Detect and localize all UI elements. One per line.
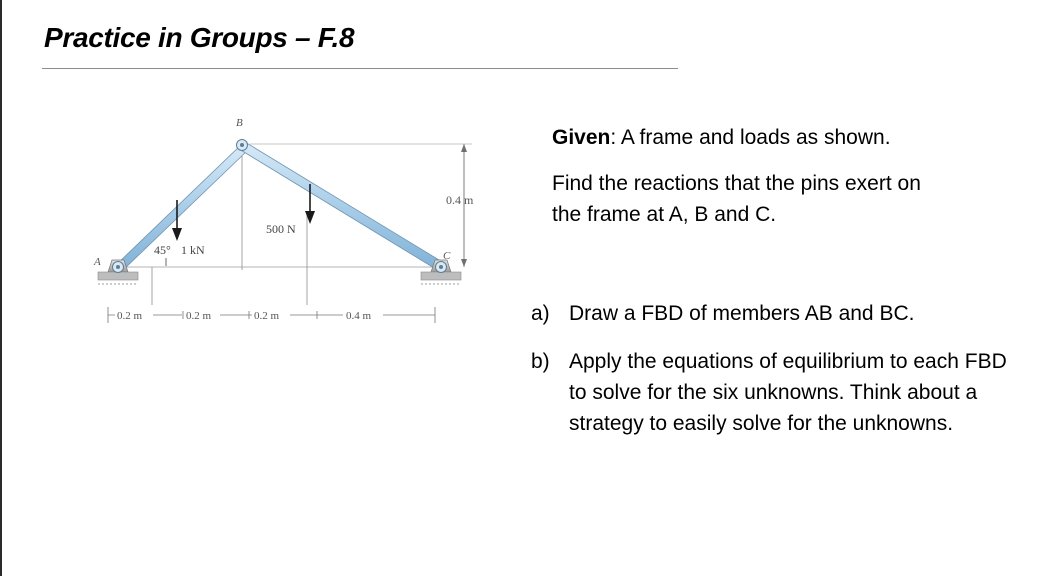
task-marker: a) bbox=[531, 302, 550, 325]
label-c: C bbox=[443, 250, 451, 262]
height-label: 0.4 m bbox=[446, 193, 474, 207]
load-1-arrowhead bbox=[172, 228, 182, 241]
dim-label-4: 0.4 m bbox=[346, 310, 372, 322]
task-item-b bbox=[531, 346, 1011, 439]
dim-label-1: 0.2 m bbox=[117, 310, 143, 322]
label-a: A bbox=[94, 256, 101, 268]
frame-diagram bbox=[86, 100, 506, 350]
task-text: Apply the equations of equilibrium to each FBD to solve for the six unknowns. Think about a strategy to easily solve for the unknowns. bbox=[569, 350, 1007, 435]
support-a bbox=[98, 260, 138, 284]
height-arrow-top bbox=[461, 144, 467, 152]
task-marker: b) bbox=[531, 350, 550, 373]
slide-title: Practice in Groups – F.8 bbox=[44, 22, 355, 53]
dim-label-2: 0.2 m bbox=[186, 310, 212, 322]
given-label: Given bbox=[552, 126, 611, 149]
pin-b-center bbox=[240, 143, 244, 147]
dim-label-3: 0.2 m bbox=[254, 310, 280, 322]
slide-left-border bbox=[0, 0, 2, 576]
task-list bbox=[531, 298, 1011, 456]
angle-label: 45° bbox=[154, 243, 171, 257]
task-item-a bbox=[531, 298, 1011, 329]
frame-figure bbox=[86, 100, 506, 350]
load-1-label: 1 kN bbox=[181, 243, 205, 257]
given-statement bbox=[552, 122, 891, 153]
member-bc bbox=[239, 142, 444, 271]
load-2-label: 500 N bbox=[266, 222, 296, 236]
load-2-arrowhead bbox=[305, 211, 315, 224]
task-text: Draw a FBD of members AB and BC. bbox=[569, 302, 915, 325]
find-statement: Find the reactions that the pins exert on the frame at A, B and C. bbox=[552, 172, 921, 226]
label-b: B bbox=[236, 117, 243, 129]
height-arrow-bottom bbox=[461, 259, 467, 267]
given-text: : A frame and loads as shown. bbox=[610, 126, 891, 149]
title-underline bbox=[42, 68, 678, 69]
